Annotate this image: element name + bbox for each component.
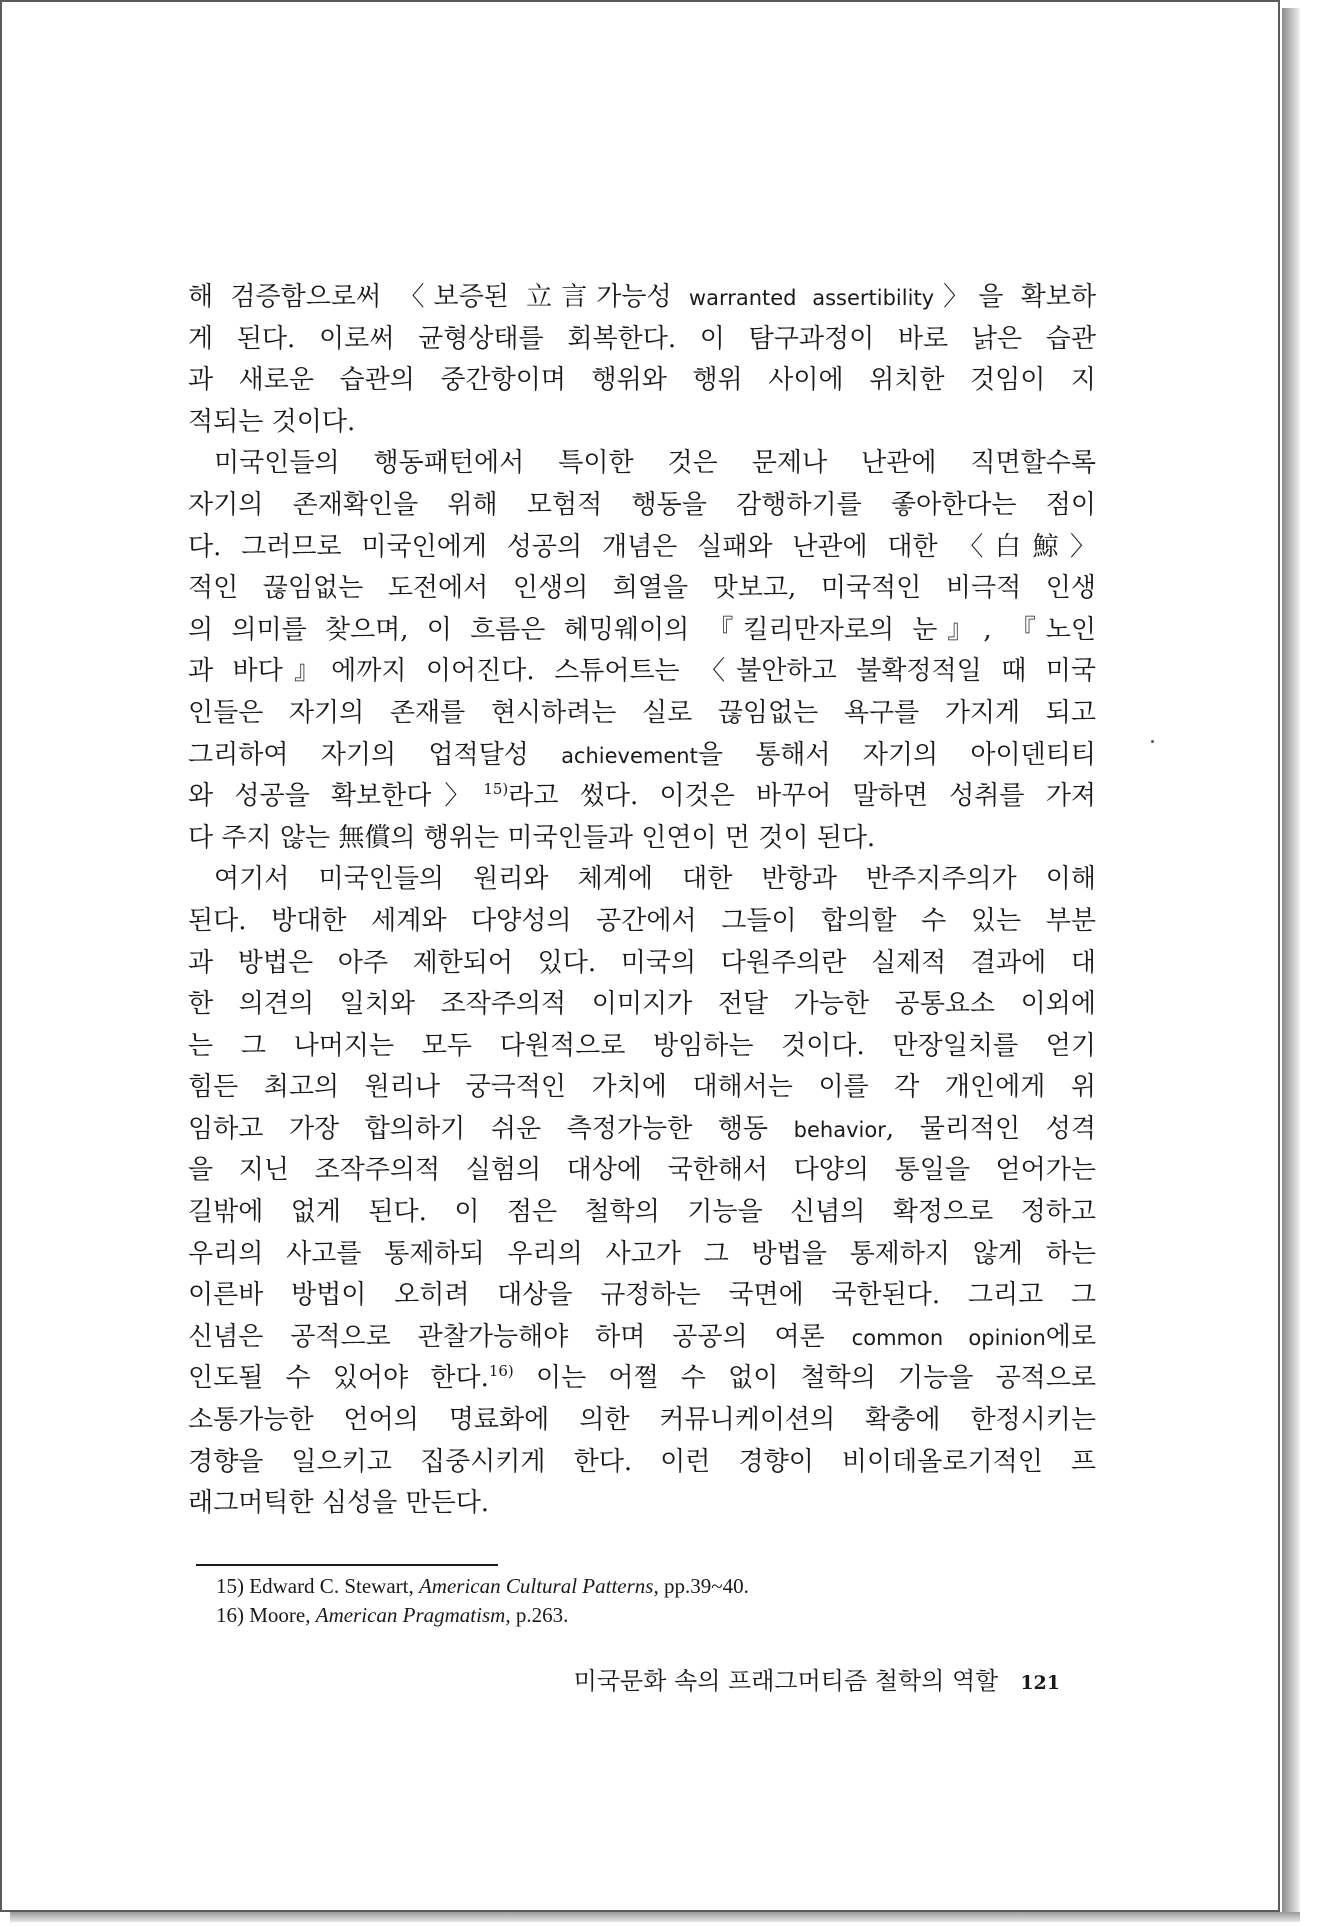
body-line <box>188 943 1096 985</box>
footnote <box>216 1601 1036 1630</box>
line-text: 과 새로운 습관의 중간항이며 행위와 행위 사이에 위치한 것임이 지 <box>188 365 1096 396</box>
line-text: 이른바 방법이 오히려 대상을 규정하는 국면에 국한된다. 그리고 그 <box>188 1280 1096 1311</box>
line-text: 와 성공을 확보한다〉 <box>188 781 484 812</box>
body-line <box>188 1275 1096 1317</box>
line-text: 여기서 미국인들의 원리와 체계에 대한 반항과 반주지주의가 이해 <box>214 864 1096 895</box>
line-text: 〉을 확보하 <box>934 282 1096 312</box>
footnote-pages: , pp.39~40. <box>653 1574 749 1598</box>
body-line <box>188 1109 1096 1151</box>
line-text: 길밖에 없게 된다. 이 점은 철학의 기능을 신념의 확정으로 정하고 <box>188 1197 1096 1228</box>
body-line <box>188 776 1096 818</box>
english-term: warranted assertibility <box>688 286 935 310</box>
line-text: 힘든 최고의 원리나 궁극적인 가치에 대해서는 이를 각 개인에게 위 <box>188 1072 1096 1103</box>
line-text: 적인 끊임없는 도전에서 인생의 희열을 맛보고, 미국적인 비극적 인생 <box>188 573 1096 604</box>
footnote-author: Moore, <box>249 1603 316 1627</box>
body-line <box>188 693 1096 735</box>
body-line <box>188 277 1096 319</box>
body-line <box>188 901 1096 943</box>
footnote-reference: 15) <box>483 780 509 799</box>
body-line <box>188 527 1096 569</box>
body-line <box>188 319 1096 361</box>
english-term: behavior <box>793 1117 886 1142</box>
scan-speck <box>1151 740 1154 743</box>
line-text: 과 바다』에까지 이어진다. 스튜어트는 〈불안하고 불확정적일 때 미국 <box>188 656 1096 687</box>
body-text <box>188 277 1096 1525</box>
line-text: 의 의미를 찾으며, 이 흐름은 헤밍웨이의 『킬리만자로의 눈』, 『노인 <box>188 614 1096 645</box>
body-line <box>188 1192 1096 1234</box>
footnote-rule <box>196 1564 498 1566</box>
body-line <box>188 859 1096 901</box>
footnote-title: American Cultural Patterns <box>418 1574 654 1598</box>
line-text: 된다. 방대한 세계와 다양성의 공간에서 그들이 합의할 수 있는 부분 <box>188 905 1096 936</box>
body-line <box>188 818 1096 860</box>
body-line <box>188 735 1096 777</box>
body-line <box>188 984 1096 1026</box>
body-line <box>188 1234 1096 1276</box>
line-text: 소통가능한 언어의 명료화에 의한 커뮤니케이션의 확충에 한정시키는 <box>188 1405 1096 1436</box>
page-edge-shadow <box>1282 8 1300 1912</box>
body-line <box>188 1442 1096 1484</box>
line-text: 과 방법은 아주 제한되어 있다. 미국의 다원주의란 실제적 결과에 대 <box>188 947 1096 978</box>
line-text: 인들은 자기의 존재를 현시하려는 실로 끊임없는 욕구를 가지게 되고 <box>188 697 1096 728</box>
line-text: 래그머틱한 심성을 만든다. <box>188 1488 490 1519</box>
body-line <box>188 1026 1096 1068</box>
footnote-title: American Pragmatism <box>315 1603 506 1627</box>
footnote-number: 16) <box>216 1603 244 1627</box>
body-line <box>188 1483 1096 1525</box>
line-text: 다 주지 않는 無償의 행위는 미국인들과 인연이 먼 것이 된다. <box>188 822 876 853</box>
footnote-pages: , p.263. <box>505 1603 569 1627</box>
line-text: 우리의 사고를 통제하되 우리의 사고가 그 방법을 통제하지 않게 하는 <box>188 1238 1096 1269</box>
line-text: 한 의견의 일치와 조작주의적 이미지가 전달 가능한 공통요소 이외에 <box>188 989 1096 1020</box>
line-text: 미국인들의 행동패턴에서 특이한 것은 문제나 난관에 직면할수록 <box>214 448 1096 479</box>
page-bottom-shadow <box>10 1912 1300 1922</box>
body-line <box>188 1150 1096 1192</box>
body-line <box>188 1317 1096 1359</box>
body-line <box>188 568 1096 610</box>
line-text: 인도될 수 있어야 한다. <box>188 1363 489 1394</box>
body-line <box>188 1400 1096 1442</box>
line-text: 임하고 가장 합의하기 쉬운 측정가능한 행동 <box>188 1113 794 1144</box>
page-number: 121 <box>1020 1672 1060 1694</box>
body-line <box>188 402 1096 444</box>
footnote <box>216 1572 1036 1601</box>
footnote-reference: 16) <box>488 1362 514 1381</box>
body-line <box>188 485 1096 527</box>
line-text: 그리하여 자기의 업적달성 <box>188 739 562 770</box>
running-title: 미국문화 속의 프래그머티즘 철학의 역할 <box>573 1667 999 1695</box>
line-text: 다. 그러므로 미국인에게 성공의 개념은 실패와 난관에 대한 〈白鯨〉 <box>188 531 1096 562</box>
line-text: 게 된다. 이로써 균형상태를 회복한다. 이 탐구과정이 바로 낡은 습관 <box>188 323 1096 354</box>
line-text: 을 지닌 조작주의적 실험의 대상에 국한해서 다양의 통일을 얻어가는 <box>188 1155 1096 1186</box>
body-line <box>188 360 1096 402</box>
body-line <box>188 610 1096 652</box>
footnote-number: 15) <box>216 1574 244 1598</box>
running-footer <box>530 1661 1060 1696</box>
body-line <box>188 1358 1096 1400</box>
line-text: 자기의 존재확인을 위해 모험적 행동을 감행하기를 좋아한다는 점이 <box>188 489 1096 520</box>
body-line <box>188 651 1096 693</box>
line-text: 을 통해서 자기의 아이덴티티 <box>697 739 1096 770</box>
footnote-author: Edward C. Stewart, <box>249 1574 419 1598</box>
line-text: 는 그 나머지는 모두 다원적으로 방임하는 것이다. 만장일치를 얻기 <box>188 1030 1096 1061</box>
footnotes <box>216 1572 1036 1630</box>
line-text: 적되는 것이다. <box>188 406 356 437</box>
body-line <box>188 443 1096 485</box>
english-term: achievement <box>561 743 698 768</box>
line-text: 라고 썼다. 이것은 바꾸어 말하면 성취를 가져 <box>508 781 1096 812</box>
line-text: 에로 <box>1045 1321 1096 1352</box>
line-text: 신념은 공적으로 관찰가능해야 하며 공공의 여론 <box>188 1321 852 1352</box>
body-line <box>188 1067 1096 1109</box>
line-text: 해 검증함으로써 〈보증된 立言가능성 <box>188 282 689 312</box>
english-term: common opinion <box>851 1325 1046 1350</box>
line-text: , 물리적인 성격 <box>885 1113 1096 1144</box>
line-text: 경향을 일으키고 집중시키게 한다. 이런 경향이 비이데올로기적인 프 <box>188 1446 1096 1477</box>
line-text: 이는 어쩔 수 없이 철학의 기능을 공적으로 <box>513 1363 1096 1394</box>
